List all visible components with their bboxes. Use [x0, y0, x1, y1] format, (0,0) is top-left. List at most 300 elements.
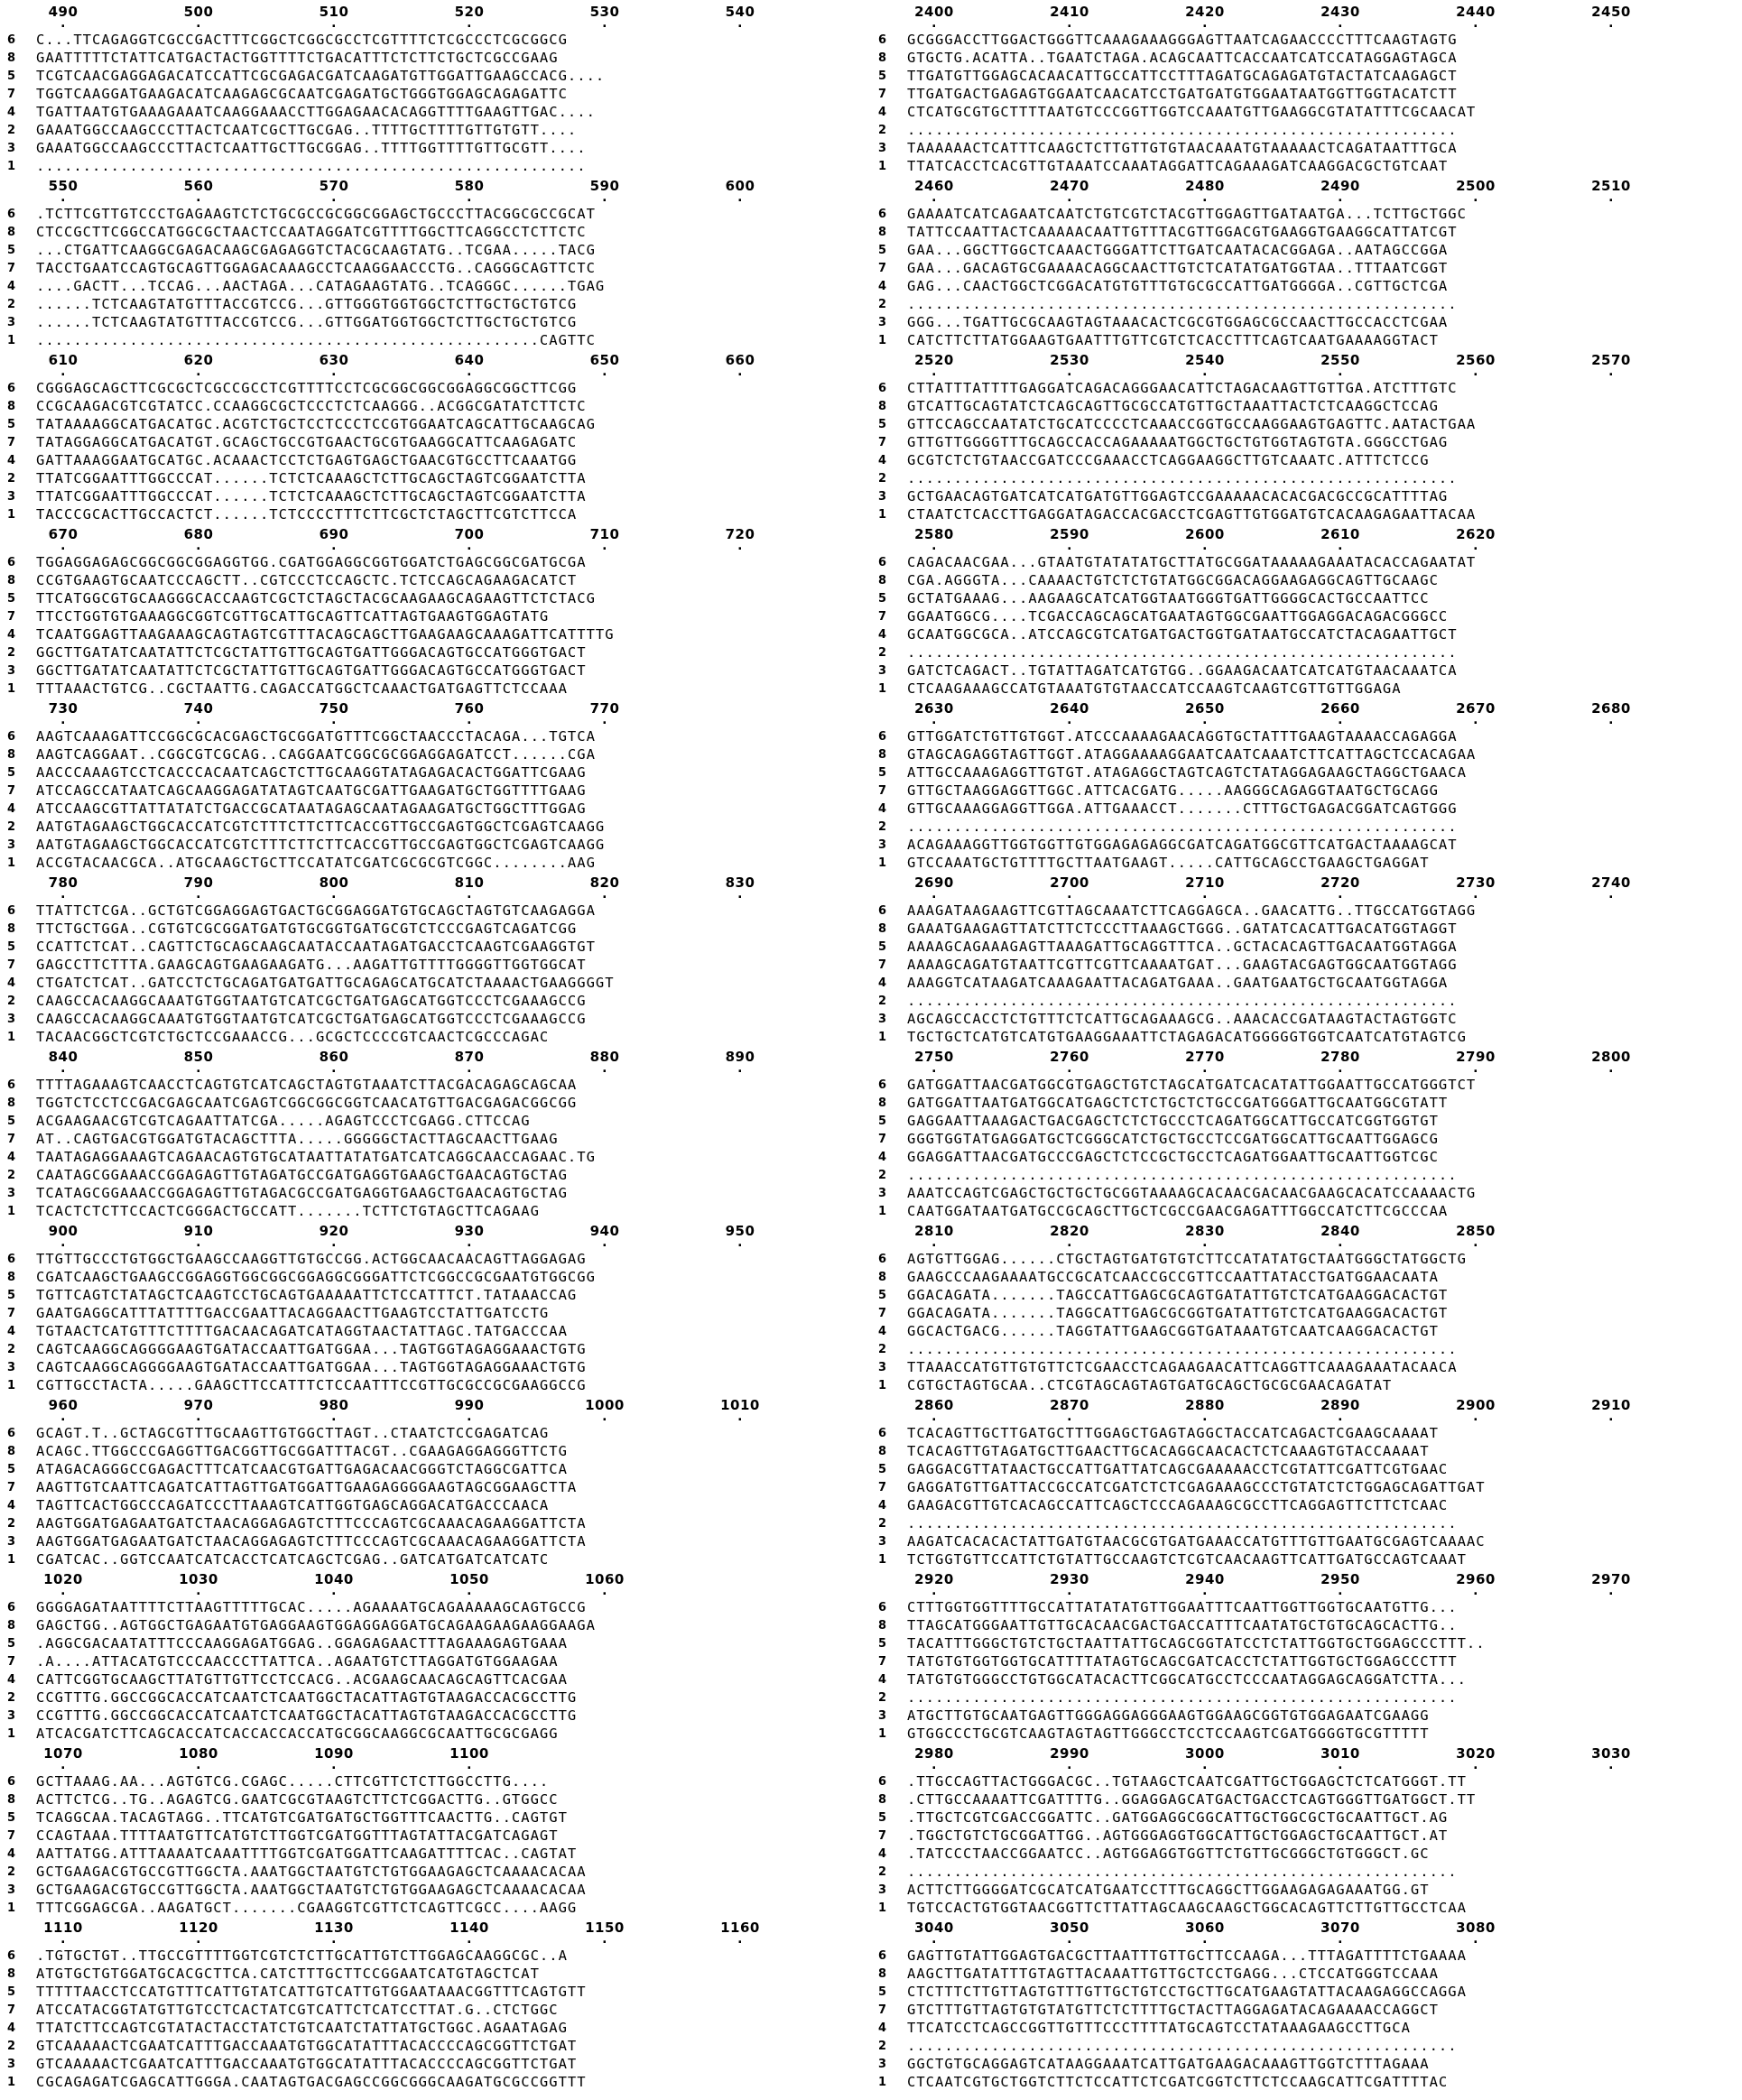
position-tick: 870 . [455, 1049, 485, 1065]
sequence-text: GCAATGGCGCA..ATCCAGCGTCATGATGACTGGTGATAATGCCATCTACAGAATTGCT [907, 626, 1458, 643]
position-tick: 2670 . [1456, 700, 1496, 717]
position-tick: 1110 . [43, 1920, 83, 1936]
sequence-row [871, 1478, 1737, 1496]
sequence-text: GGCTTGATATCAATATTCTCGCTATTGTTGCAGTGATTGGGACAGTGCCATGGGTGACT [36, 662, 587, 679]
sequence-row [0, 121, 866, 139]
position-tick: 2500 . [1456, 178, 1496, 194]
sequence-text: CAATGGATAATGATGCCGCAGCTTGCTCGCCGAACGAGATTTGGCCATCTTCGCCCAA [907, 1203, 1449, 1219]
position-tick: 3030 . [1591, 1745, 1631, 1762]
sequence-text: ACTTCTCG..TG..AGAGTCG.GAATCGCGTAAGTCTTCTCGGACTTG..GTGGCC [36, 1791, 559, 1808]
sequence-text: GTGCTG.ACATTA..TGAATCTAGA.ACAGCAATTCACCAATCATCCATAGGAGTAGCA [907, 50, 1458, 66]
sequence-text: ......TCTCAAGTATGTTTACCGTCCG...GTTGGATGGTGGCTCTTGCTGCTGTCG [36, 314, 578, 330]
sequence-text: GGGGAGATAATTTTCTTAAGTTTTTGCAC.....AGAAAATGCAGAAAAAGCAGTGCCG [36, 1599, 587, 1615]
sequence-row [0, 680, 866, 698]
sequence-text: ATCCAGCCATAATCAGCAAGGAGATATAGTCAATGCGATTGAAGATGCTGGTTTTGAAG [36, 782, 587, 799]
sequence-row [0, 85, 866, 103]
sequence-text: TAGTTCACTGGCCCAGATCCCTTAAAGTCATTGGTGAGCAGGACATGACCCAACA [36, 1497, 550, 1513]
sequence-id: 5 [878, 939, 887, 954]
sequence-text: GAAATGAAGAGTTATCTTCTCCCTTAAAGCTGGG..GATATCACATTGACATGGTAGGT [907, 920, 1458, 937]
position-tick: 2600 . [1185, 526, 1225, 542]
sequence-row [871, 313, 1737, 331]
sequence-id: 1 [7, 856, 16, 870]
sequence-id: 1 [878, 1378, 887, 1392]
position-tick: 690 . [320, 526, 349, 542]
sequence-rows [871, 902, 1737, 1046]
sequence-id: 6 [878, 1252, 887, 1266]
position-tick: 2860 . [914, 1397, 954, 1413]
sequence-text: AGTGTTGGAG......CTGCTAGTGATGTGTCTTCCATATATGCTAATGGGCTATGGCTG [907, 1251, 1467, 1267]
position-tick: 960 . [49, 1397, 79, 1413]
position-tick: 2730 . [1456, 874, 1496, 891]
sequence-id: 5 [878, 1984, 887, 1999]
position-tick: 2700 . [1050, 874, 1089, 891]
sequence-text: ........................................................... [907, 1167, 1458, 1183]
sequence-text: TTGATGTTGGAGCACAACATTGCCATTCCTTTAGATGCAGAGATGTACTATCAAGAGCT [907, 68, 1458, 84]
sequence-row [0, 1340, 866, 1358]
sequence-text: GAAAATCATCAGAATCAATCTGTCGTCTACGTTGGAGTTGATAATGA...TCTTGCTGGC [907, 206, 1467, 222]
sequence-id: 7 [878, 87, 887, 101]
position-tick: 2930 . [1050, 1571, 1089, 1587]
sequence-id: 6 [7, 1252, 16, 1266]
sequence-text: GTCCAAATGCTGTTTTGCTTAATGAAGT.....CATTGCAGCCTGAAGCTGAGGAT [907, 855, 1430, 871]
sequence-row [871, 1130, 1737, 1148]
sequence-id: 6 [7, 1078, 16, 1092]
sequence-row [871, 1112, 1737, 1130]
sequence-row [0, 956, 866, 974]
position-tick: 3050 . [1050, 1920, 1089, 1936]
sequence-text: TACAACGGCTCGTCTGCTCCGAAACCG...GCGCTCCCCGTCAACTCGCCCAGAC [36, 1029, 550, 1045]
sequence-id: 7 [7, 1828, 16, 1843]
position-tick: 1060 . [585, 1571, 625, 1587]
sequence-rows [871, 1250, 1737, 1394]
position-tick: 2870 . [1050, 1397, 1089, 1413]
sequence-row [0, 589, 866, 607]
sequence-row [0, 1478, 866, 1496]
sequence-id: 3 [878, 2057, 887, 2071]
sequence-id: 8 [7, 1792, 16, 1807]
sequence-id: 5 [878, 1810, 887, 1825]
position-tick: 1120 . [179, 1920, 218, 1936]
sequence-id: 7 [7, 435, 16, 449]
sequence-row [0, 2037, 866, 2055]
sequence-id: 3 [878, 141, 887, 155]
sequence-row [0, 397, 866, 415]
sequence-id: 4 [7, 1846, 16, 1861]
sequence-text: TGTTCAGTCTATAGCTCAAGTCCTGCAGTGAAAAATTCTCCATTTCT.TATAAACCAG [36, 1287, 578, 1303]
sequence-id: 2 [878, 1516, 887, 1531]
sequence-row [0, 763, 866, 782]
position-tick: 2680 . [1591, 700, 1631, 717]
sequence-id: 3 [878, 1012, 887, 1026]
sequence-id: 1 [878, 1552, 887, 1567]
sequence-id: 5 [7, 1984, 16, 1999]
sequence-row [0, 1899, 866, 1917]
position-tick: 3000 . [1185, 1745, 1225, 1762]
position-tick: 910 . [184, 1223, 214, 1239]
sequence-id: 6 [878, 1078, 887, 1092]
sequence-text: GGACAGATA.......TAGCCATTGAGCGCAGTGATATTGTCTCATGAAGGACACTGT [907, 1287, 1449, 1303]
sequence-row [871, 1863, 1737, 1881]
sequence-text: GTTCCAGCCAATATCTGCATCCCCTCAAACCGGTGCCAAGGAAGTGAGTTC.AATACTGAA [907, 416, 1477, 432]
sequence-row [0, 1166, 866, 1184]
sequence-id: 6 [878, 207, 887, 221]
position-tick: 620 . [184, 352, 214, 368]
sequence-id: 6 [878, 381, 887, 395]
position-tick: 2770 . [1185, 1049, 1225, 1065]
position-tick: 2440 . [1456, 4, 1496, 20]
sequence-id: 3 [7, 1186, 16, 1200]
sequence-text: CTGATCTCAT..GATCCTCTGCAGATGATGATTGCAGAGCATGCATCTAAAACTGAAGGGGT [36, 975, 615, 991]
position-tick: 2520 . [914, 352, 954, 368]
sequence-id: 4 [878, 1324, 887, 1338]
position-tick: 2420 . [1185, 4, 1225, 20]
sequence-text: CGA.AGGGTA...CAAAACTGTCTCTGTATGGCGGACAGGAAGAGGCAGTTGCAAGC [907, 572, 1439, 588]
position-tick: 790 . [184, 874, 214, 891]
sequence-row [0, 1532, 866, 1550]
sequence-id: 7 [878, 1828, 887, 1843]
sequence-row [871, 1286, 1737, 1304]
sequence-text: TTTCGGAGCGA..AAGATGCT.......CGAAGGTCGTTCTCAGTTCGCC....AAGG [36, 1900, 578, 1916]
sequence-text: GTTGCTAAGGAGGTTGGC.ATTCACGATG.....AAGGGCAGAGGTAATGCTGCAGG [907, 782, 1439, 799]
sequence-id: 8 [878, 921, 887, 936]
sequence-text: GGGTGGTATGAGGATGCTCGGGCATCTGCTGCCTCCGATGGCATTGCAATTGGAGCG [907, 1131, 1439, 1147]
sequence-id: 7 [7, 261, 16, 275]
sequence-row [0, 1076, 866, 1094]
sequence-row [0, 205, 866, 223]
sequence-id: 5 [878, 243, 887, 257]
position-tick: 2560 . [1456, 352, 1496, 368]
position-tick: 2800 . [1591, 1049, 1631, 1065]
sequence-id: 3 [878, 1534, 887, 1549]
position-tick: 2510 . [1591, 178, 1631, 194]
sequence-row [0, 223, 866, 241]
sequence-row [871, 31, 1737, 49]
position-tick: 990 . [455, 1397, 485, 1413]
sequence-text: GGG...TGATTGCGCAAGTAGTAAACACTCGCGTGGAGCGCCAACTTGCCACCTCGAA [907, 314, 1449, 330]
sequence-rows [0, 1598, 866, 1743]
sequence-row [871, 1616, 1737, 1634]
sequence-id: 7 [878, 783, 887, 798]
position-tick: 1030 . [179, 1571, 218, 1587]
sequence-text: GCTGAAGACGTGCCGTTGGCTA.AAATGGCTAATGTCTGTGGAAGAGCTCAAAACACAA [36, 1864, 587, 1880]
sequence-id: 7 [7, 1480, 16, 1494]
position-tick: 880 . [590, 1049, 620, 1065]
sequence-text: .TGGCTGTCTGCGGATTGG..AGTGGGAGGTGGCATTGCTGGAGCTGCAATTGCT.AT [907, 1827, 1449, 1844]
position-tick: 2590 . [1050, 526, 1089, 542]
sequence-id: 8 [7, 1444, 16, 1458]
sequence-row [871, 745, 1737, 763]
sequence-row [871, 469, 1737, 487]
sequence-id: 3 [7, 1012, 16, 1026]
sequence-text: CTCAAGAAAGCCATGTAAATGTGTAACCATCCAAGTCAAGTCGTTGTTGGAGA [907, 680, 1402, 697]
sequence-text: GGCACTGACG......TAGGTATTGAAGCGGTGATAAATGTCAATCAAGGACACTGT [907, 1323, 1439, 1339]
sequence-id: 6 [878, 1774, 887, 1789]
sequence-text: GATGGATTAATGATGGCATGAGCTCTCTGCTCTGCCGATGGGATTGCAATGGCGTATT [907, 1095, 1449, 1111]
position-tick: 2970 . [1591, 1571, 1631, 1587]
sequence-text: TGGTCAAGGATGAAGACATCAAGAGCGCAATCGAGATGCTGGGTGGAGCAGAGATTC [36, 86, 568, 102]
position-tick: 940 . [590, 1223, 620, 1239]
sequence-text: GAGGAATTAAAGACTGACGAGCTCTCTGCCCTCAGATGGCATTGCCATCGGTGGTGT [907, 1113, 1439, 1129]
sequence-id: 5 [7, 591, 16, 606]
sequence-text: ATCCAAGCGTTATTATATCTGACCGCATAATAGAGCAATAGAAGATGCTGGCTTTGGAG [36, 800, 587, 817]
sequence-text: ....GACTT...TCCAG...AACTAGA...CATAGAAGTATG..TCAGGGC......TGAG [36, 278, 606, 294]
position-tick: 970 . [184, 1397, 214, 1413]
sequence-row [871, 1899, 1737, 1917]
alignment-block [0, 523, 866, 703]
sequence-id: 7 [878, 261, 887, 275]
sequence-id: 4 [7, 801, 16, 816]
sequence-row [0, 1881, 866, 1899]
position-tick: 670 . [49, 526, 79, 542]
sequence-text: TCATAGCGGAAACCGGAGAGTTGTAGACGCCGATGAGGTGAAGCTGAACAGTGCTAG [36, 1185, 568, 1201]
sequence-row [871, 415, 1737, 433]
sequence-id: 5 [878, 765, 887, 780]
sequence-id: 2 [878, 1864, 887, 1879]
position-tick: 950 . [726, 1223, 755, 1239]
sequence-row [0, 1268, 866, 1286]
sequence-id: 5 [878, 1636, 887, 1651]
sequence-text: GGCTGTGCAGGAGTCATAAGGAAATCATTGATGAAGACAAAGTTGGTCTTTAGAAA [907, 2056, 1430, 2072]
sequence-text: TGATTAATGTGAAAGAAATCAAGGAAACCTTGGAGAACACAGGTTTTGAAGTTGAC.... [36, 104, 596, 120]
sequence-row [871, 1202, 1737, 1220]
sequence-id: 5 [878, 1288, 887, 1302]
position-ruler [36, 526, 848, 553]
sequence-id: 1 [7, 333, 16, 347]
position-tick: 1070 . [43, 1745, 83, 1762]
sequence-row [0, 2019, 866, 2037]
sequence-text: GTGGCCCTGCGTCAAGTAGTAGTTGGGCCTCCTCCAAGTCGATGGGGTGCGTTTTT [907, 1725, 1430, 1742]
position-tick: 3080 . [1456, 1920, 1496, 1936]
position-tick: 2570 . [1591, 352, 1631, 368]
alignment-block [871, 1219, 1737, 1400]
sequence-text: GTTGGATCTGTTGTGGT.ATCCCAAAAGAACAGGTGCTATTTGAAGTAAAACCAGAGGA [907, 728, 1458, 745]
alignment-block [0, 1393, 866, 1574]
sequence-row [871, 974, 1737, 992]
sequence-text: AATGTAGAAGCTGGCACCATCGTCTTTCTTCTTCACCGTTGCCGAGTGGCTCGAGTCAAGG [36, 837, 606, 853]
sequence-row [0, 241, 866, 259]
sequence-row [871, 1094, 1737, 1112]
sequence-id: 7 [7, 783, 16, 798]
sequence-id: 6 [7, 1426, 16, 1440]
sequence-text: GAA...GACAGTGCGAAAACAGGCAACTTGTCTCATATGATGGTAA..TTTAATCGGT [907, 260, 1449, 276]
position-tick: 2740 . [1591, 874, 1631, 891]
sequence-id: 7 [878, 1480, 887, 1494]
sequence-rows [0, 31, 866, 175]
sequence-text: AAAAGCAGATGTAATTCGTTCGTTCAAAATGAT...GAAGTACGAGTGGCAATGGTAGG [907, 957, 1458, 973]
sequence-id: 7 [7, 1132, 16, 1146]
sequence-text: TTAAACCATGTTGTGTTCTCGAACCTCAGAAGAACATTCAGGTTCAAAGAAATACAACA [907, 1359, 1458, 1375]
sequence-row [871, 1304, 1737, 1322]
position-tick: 1000 . [585, 1397, 625, 1413]
sequence-text: GCTGAACAGTGATCATCATGATGTTGGAGTCCGAAAAACACACGACGCCGCATTTTAG [907, 488, 1449, 504]
sequence-id: 6 [878, 1600, 887, 1614]
sequence-id: 7 [878, 1132, 887, 1146]
sequence-row [871, 661, 1737, 680]
sequence-text: ........................................................... [907, 644, 1458, 661]
position-tick: 3070 . [1320, 1920, 1360, 1936]
sequence-text: ATAGACAGGGCCGAGACTTTCATCAACGTGATTGAGACAACGGGTCTAGGCGATTCA [36, 1461, 568, 1477]
sequence-text: GAATTTTTCTATTCATGACTACTGGTTTTCTGACATTTCTCTTCTGCTCGCCGAAG [36, 50, 559, 66]
sequence-row [0, 1112, 866, 1130]
sequence-id: 5 [878, 417, 887, 431]
sequence-text: GAGTTGTATTGGAGTGACGCTTAATTTGTTGCTTCCAAGA...TTTAGATTTTCTGAAAA [907, 1947, 1467, 1964]
position-tick: 1040 . [314, 1571, 354, 1587]
sequence-row [871, 505, 1737, 523]
sequence-id: 4 [7, 627, 16, 642]
sequence-text: AATGTAGAAGCTGGCACCATCGTCTTTCTTCTTCACCGTTGCCGAGTGGCTCGAGTCAAGG [36, 819, 606, 835]
alignment-block [871, 1916, 1737, 2096]
sequence-id: 2 [878, 1690, 887, 1705]
sequence-id: 8 [878, 573, 887, 587]
sequence-text: ATGCTTGTGCAATGAGTTGGGAGGAGGGAAGTGGAAGCGGTGTGGAGAATCGAAGG [907, 1707, 1430, 1724]
sequence-row [871, 1688, 1737, 1707]
sequence-row [871, 103, 1737, 121]
sequence-id: 1 [878, 856, 887, 870]
sequence-id: 1 [878, 159, 887, 173]
position-tick: 540 . [726, 4, 755, 20]
sequence-text: .TTGCTCGTCGACCGGATTC..GATGGAGGCGGCATTGCTGGCGCTGCAATTGCT.AG [907, 1809, 1449, 1826]
position-tick: 720 . [726, 526, 755, 542]
position-tick: 920 . [320, 1223, 349, 1239]
sequence-text: CAAGCCACAAGGCAAATGTGGTAATGTCATCGCTGATGAGCATGGTCCCTCGAAAGCCG [36, 1011, 587, 1027]
sequence-text: CTCCGCTTCGGCCATGGCGCTAACTCCAATAGGATCGTTTTGGCTTCAGGCCTCTTCTC [36, 224, 587, 240]
sequence-row [871, 800, 1737, 818]
alignment-block [0, 1568, 866, 1748]
position-ruler [36, 1397, 848, 1424]
sequence-rows [871, 1076, 1737, 1220]
sequence-rows [871, 1947, 1737, 2091]
sequence-rows [871, 1424, 1737, 1568]
sequence-text: CCGTTTG.GGCCGGCACCATCAATCTCAATGGCTACATTAGTGTAAGACCACGCCTTG [36, 1707, 578, 1724]
sequence-row [0, 331, 866, 349]
sequence-row [0, 139, 866, 157]
sequence-row [871, 1442, 1737, 1460]
sequence-id: 3 [7, 141, 16, 155]
sequence-text: CGGGAGCAGCTTCGCGCTCGCCGCCTCGTTTTCCTCGCGGCGGCGGAGGCGGCTTCGG [36, 380, 578, 396]
sequence-row [0, 433, 866, 451]
position-tick: 730 . [49, 700, 79, 717]
sequence-text: ........................................................... [907, 1689, 1458, 1706]
sequence-text: AAGTGGATGAGAATGATCTAACAGGAGAGTCTTTCCCAGTCGCAAACAGAAGGATTCTA [36, 1515, 587, 1531]
sequence-id: 2 [7, 1342, 16, 1356]
sequence-rows [0, 1947, 866, 2091]
position-tick: 590 . [590, 178, 620, 194]
sequence-text: TATGTGTGGTGGTGCATTTTATAGTGCAGCGATCACCTCTATTGGTGCTGGAGCCCTTT [907, 1653, 1458, 1670]
sequence-row [0, 103, 866, 121]
sequence-row [871, 2001, 1737, 2019]
sequence-rows [0, 205, 866, 349]
sequence-row [871, 1076, 1737, 1094]
sequence-row [871, 433, 1737, 451]
sequence-id: 4 [878, 105, 887, 119]
sequence-row [871, 1268, 1737, 1286]
sequence-id: 5 [878, 591, 887, 606]
sequence-row [871, 397, 1737, 415]
sequence-text: TTATCACCTCACGTTGTAAATCCAAATAGGATTCAGAAAGATCAAGGACGCTGTCAAT [907, 158, 1449, 174]
sequence-rows [871, 1598, 1737, 1743]
sequence-row [0, 1322, 866, 1340]
sequence-id: 5 [7, 1462, 16, 1476]
position-ruler [907, 352, 1719, 379]
position-tick: 980 . [320, 1397, 349, 1413]
sequence-row [871, 643, 1737, 661]
position-tick: 640 . [455, 352, 485, 368]
sequence-id: 6 [7, 32, 16, 47]
position-tick: 2840 . [1320, 1223, 1360, 1239]
sequence-row [0, 800, 866, 818]
sequence-id: 4 [7, 2021, 16, 2035]
sequence-text: AAGTCAAAGATTCCGGCGCACGAGCTGCGGATGTTTCGGCTAACCCTACAGA...TGTCA [36, 728, 596, 745]
position-ruler [36, 352, 848, 379]
sequence-row [871, 782, 1737, 800]
sequence-text: CCGTTTG.GGCCGGCACCATCAATCTCAATGGCTACATTAGTGTAAGACCACGCCTTG [36, 1689, 578, 1706]
sequence-id: 6 [7, 381, 16, 395]
sequence-row [0, 2001, 866, 2019]
sequence-row [0, 607, 866, 625]
sequence-id: 8 [7, 921, 16, 936]
sequence-row [0, 415, 866, 433]
sequence-text: GCGTCTCTGTAACCGATCCCGAAACCTCAGGAAGGCTTGTCAAATC.ATTTCTCCG [907, 452, 1430, 468]
sequence-id: 6 [7, 903, 16, 918]
sequence-id: 2 [7, 123, 16, 137]
sequence-id: 8 [878, 1444, 887, 1458]
sequence-row [871, 1532, 1737, 1550]
sequence-id: 8 [878, 51, 887, 65]
sequence-id: 2 [878, 819, 887, 834]
sequence-text: GTTGCAAAGGAGGTTGGA.ATTGAAACCT.......CTTTGCTGAGACGGATCAGTGGG [907, 800, 1458, 817]
position-tick: 2900 . [1456, 1397, 1496, 1413]
sequence-row [871, 1550, 1737, 1568]
sequence-row [0, 1358, 866, 1376]
sequence-id: 5 [7, 1810, 16, 1825]
sequence-id: 7 [7, 87, 16, 101]
position-tick: 600 . [726, 178, 755, 194]
position-tick: 750 . [320, 700, 349, 717]
alignment-block [0, 871, 866, 1051]
sequence-row [0, 295, 866, 313]
position-tick: 2620 . [1456, 526, 1496, 542]
sequence-row [871, 1881, 1737, 1899]
sequence-row [871, 625, 1737, 643]
sequence-id: 2 [878, 297, 887, 311]
sequence-rows [871, 1772, 1737, 1917]
sequence-text: GTTGTTGGGGTTTGCAGCCACCAGAAAAATGGCTGCTGTGGTAGTGTA.GGGCCTGAG [907, 434, 1449, 450]
position-tick: 550 . [49, 178, 79, 194]
sequence-text: CGATCAAGCTGAAGCCGGAGGTGGCGGCGGAGGCGGGATTCTCGGCCGCGAATGTGGCGG [36, 1269, 596, 1285]
sequence-text: TGGTCTCCTCCGACGAGCAATCGAGTCGGCGGCGGTCAACATGTTGACGAGACGGCGG [36, 1095, 578, 1111]
sequence-text: GTCTTTGTTAGTGTGTATGTTCTCTTTTGCTACTTAGGAGATACAGAAAACCAGGCT [907, 2002, 1439, 2018]
position-ruler [36, 874, 848, 902]
sequence-id: 4 [7, 453, 16, 467]
position-tick: 830 . [726, 874, 755, 891]
sequence-id: 7 [878, 609, 887, 624]
sequence-text: ........................................................... [907, 122, 1458, 138]
sequence-row [0, 1652, 866, 1670]
sequence-text: GTAGCAGAGGTAGTTGGT.ATAGGAAAAGGAATCAATCAAATCTTCATTAGCTCCACAGAA [907, 746, 1477, 763]
position-tick: 2710 . [1185, 874, 1225, 891]
position-tick: 930 . [455, 1223, 485, 1239]
sequence-text: TATTCCAATTACTCAAAAACAATTGTTTACGTTGGACGTGAAGGTGAAGGCATTATCGT [907, 224, 1458, 240]
sequence-id: 8 [878, 399, 887, 413]
position-tick: 2880 . [1185, 1397, 1225, 1413]
alignment-block [0, 348, 866, 529]
sequence-row [871, 1634, 1737, 1652]
sequence-row [871, 487, 1737, 505]
sequence-id: 7 [878, 1654, 887, 1669]
position-tick: 2610 . [1320, 526, 1360, 542]
sequence-row [871, 121, 1737, 139]
alignment-block [871, 0, 1737, 180]
